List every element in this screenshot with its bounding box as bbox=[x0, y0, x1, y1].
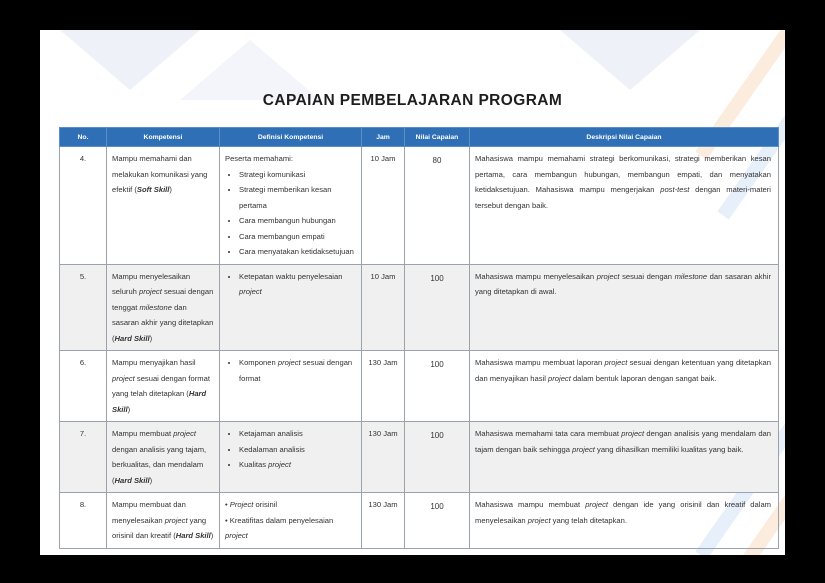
cell-no: 7. bbox=[60, 422, 107, 493]
text-segment: Cara menyatakan ketidaksetujuan bbox=[239, 247, 354, 256]
table-row bbox=[60, 422, 779, 493]
text-segment: dengan analisis yang mendalam dan tajam dengan baik sehingga bbox=[475, 429, 772, 454]
text-segment: project bbox=[139, 287, 162, 296]
text-segment: project bbox=[548, 373, 571, 383]
cell-nilai: 100 bbox=[405, 264, 470, 351]
table-body bbox=[60, 147, 779, 549]
cell-jam: 130 Jam bbox=[362, 493, 405, 549]
text-segment: sesuai dengan format bbox=[239, 358, 353, 383]
text-segment: Ketajaman analisis bbox=[239, 429, 303, 438]
list-item bbox=[239, 244, 356, 260]
text-segment: dengan ide yang orisinil dan kreatif dalam menyelesaikan bbox=[475, 500, 771, 525]
text-segment: dan sasaran akhir yang ditetapkan ( bbox=[112, 302, 214, 343]
text-segment: Mahasiswa memahami tata cara membuat bbox=[475, 429, 622, 438]
text-segment: Kreatifitas dalam penyelesaian bbox=[229, 515, 334, 525]
cell-jam: 10 Jam bbox=[362, 264, 405, 351]
text-segment: Mampu menyajikan hasil bbox=[112, 358, 196, 367]
list-item bbox=[239, 457, 356, 473]
definisi-list bbox=[225, 355, 356, 386]
cell-nilai: 100 bbox=[405, 493, 470, 549]
header-deskripsi: Deskripsi Nilai Capaian bbox=[470, 128, 779, 147]
definisi-list bbox=[225, 497, 356, 544]
cell-nilai: 100 bbox=[405, 422, 470, 493]
text-segment: milestone bbox=[139, 302, 172, 312]
cell-no: 8. bbox=[60, 493, 107, 549]
text-segment: Project bbox=[229, 500, 254, 509]
table-header-row bbox=[60, 128, 779, 147]
text-segment: project bbox=[596, 271, 620, 281]
list-item bbox=[239, 442, 356, 458]
text-segment: yang orisinil dan kreatif ( bbox=[112, 515, 207, 540]
list-item bbox=[239, 182, 356, 213]
cell-jam: 130 Jam bbox=[362, 422, 405, 493]
header-kompetensi: Kompetensi bbox=[107, 128, 220, 147]
text-segment: project bbox=[572, 444, 595, 454]
cell-no: 4. bbox=[60, 147, 107, 265]
cell-nilai: 80 bbox=[405, 147, 470, 265]
header-jam: Jam bbox=[362, 128, 405, 147]
text-segment: sesuai dengan bbox=[619, 271, 675, 281]
cell-kompetensi bbox=[107, 493, 220, 549]
text-segment: Ketepatan waktu penyelesaian bbox=[239, 271, 343, 281]
cell-deskripsi bbox=[470, 493, 779, 549]
text-segment: post-test bbox=[660, 185, 690, 194]
cell-definisi bbox=[220, 422, 362, 493]
text-segment: Mahasiswa mampu membuat laporan bbox=[475, 358, 605, 367]
text-segment: dengan materi-materi tersebut dengan baik. bbox=[475, 185, 771, 210]
text-segment: project bbox=[585, 500, 608, 509]
text-segment: project bbox=[225, 531, 248, 540]
cell-definisi bbox=[220, 493, 362, 549]
cell-no: 5. bbox=[60, 264, 107, 351]
cell-no: 6. bbox=[60, 351, 107, 422]
cell-definisi bbox=[220, 147, 362, 265]
competency-table bbox=[59, 127, 779, 549]
text-segment: Hard Skill bbox=[114, 475, 150, 485]
text-segment: sesuai dengan tenggat bbox=[112, 287, 214, 312]
cell-definisi bbox=[220, 264, 362, 351]
definisi-list bbox=[225, 167, 356, 260]
text-segment: project bbox=[173, 429, 196, 438]
definisi-list bbox=[225, 269, 356, 300]
text-segment: Mahasiswa mampu memahami strategi berkomunikasi, strategi memberikan kesan pertama, cara membangun hubungan, membangun empati, dan menyatakan ketidaksetujuan. Mahasiswa mampu mengerjakan bbox=[475, 154, 771, 194]
cell-kompetensi bbox=[107, 264, 220, 351]
text-segment: project bbox=[527, 515, 551, 525]
text-segment: Mampu menyelesaikan seluruh bbox=[112, 271, 191, 296]
table-row bbox=[60, 147, 779, 265]
text-segment: Kualitas bbox=[239, 460, 269, 469]
text-segment: project bbox=[268, 460, 291, 469]
text-segment: yang dihasilkan memiliki kualitas yang baik. bbox=[594, 444, 744, 454]
text-segment: Komponen bbox=[239, 358, 278, 367]
header-definisi: Definisi Kompetensi bbox=[220, 128, 362, 147]
cell-kompetensi bbox=[107, 351, 220, 422]
text-segment: Mampu membuat bbox=[112, 429, 174, 438]
text-segment: yang telah ditetapkan. bbox=[550, 515, 627, 525]
text-segment: Hard Skill bbox=[175, 531, 211, 540]
text-segment: Strategi komunikasi bbox=[239, 169, 306, 179]
document-page bbox=[40, 30, 785, 555]
table-row bbox=[60, 264, 779, 351]
cell-deskripsi bbox=[470, 147, 779, 265]
cell-kompetensi bbox=[107, 422, 220, 493]
text-segment: ) bbox=[127, 404, 131, 414]
list-item bbox=[239, 167, 356, 183]
cell-deskripsi bbox=[470, 422, 779, 493]
cell-kompetensi bbox=[107, 147, 220, 265]
text-segment: Strategi memberikan kesan pertama bbox=[239, 185, 332, 210]
text-segment: Cara membangun hubungan bbox=[239, 216, 336, 225]
text-segment: sesuai dengan format yang telah ditetapkan ( bbox=[112, 373, 210, 398]
cell-deskripsi bbox=[470, 351, 779, 422]
cell-nilai: 100 bbox=[405, 351, 470, 422]
cell-jam: 10 Jam bbox=[362, 147, 405, 265]
text-segment: project bbox=[164, 515, 188, 525]
text-segment: project bbox=[277, 358, 301, 367]
text-segment: Cara membangun empati bbox=[239, 231, 325, 241]
list-item: • Kreatifitas dalam penyelesaian project bbox=[225, 515, 334, 540]
cell-jam: 130 Jam bbox=[362, 351, 405, 422]
page-title: CAPAIAN PEMBELAJARAN PROGRAM bbox=[262, 92, 563, 109]
text-segment: project bbox=[621, 429, 645, 438]
text-segment: Soft Skill bbox=[136, 185, 170, 194]
list-item bbox=[239, 269, 356, 300]
text-segment: orisinil bbox=[253, 500, 278, 509]
text-segment: Hard Skill bbox=[114, 333, 150, 343]
text-segment: sesuai dengan ketentuan yang ditetapkan dan menyajikan hasil bbox=[475, 358, 771, 383]
cell-deskripsi bbox=[470, 264, 779, 351]
text-segment: dengan analisis yang tajam, berkualitas, dan mendalam ( bbox=[112, 444, 207, 485]
text-segment: ) bbox=[210, 531, 214, 540]
text-segment: dalam bentuk laporan dengan sangat baik. bbox=[570, 373, 717, 383]
list-item bbox=[239, 355, 356, 386]
text-segment: Mampu membuat dan menyelesaikan bbox=[112, 500, 186, 525]
text-segment: Mahasiswa mampu membuat bbox=[475, 500, 586, 509]
text-segment: project bbox=[112, 373, 135, 383]
text-segment: Mahasiswa mampu menyelesaikan bbox=[475, 271, 597, 281]
list-item bbox=[239, 426, 356, 442]
text-segment: Kedalaman analisis bbox=[239, 444, 305, 454]
cell-definisi bbox=[220, 351, 362, 422]
text-segment: milestone bbox=[674, 271, 708, 281]
text-segment: project bbox=[239, 287, 262, 296]
list-item: • Project orisinil bbox=[225, 500, 278, 509]
text-segment: Mampu memahami dan melakukan komunikasi yang efektif ( bbox=[112, 154, 208, 194]
text-segment: Hard Skill bbox=[112, 389, 207, 414]
text-segment: project bbox=[604, 358, 628, 367]
definisi-list bbox=[225, 426, 356, 473]
header-no: No. bbox=[60, 128, 107, 147]
text-segment: ) bbox=[149, 475, 153, 485]
table-row bbox=[60, 351, 779, 422]
text-segment: dan sasaran akhir yang ditetapkan di awal. bbox=[475, 271, 772, 296]
table-row bbox=[60, 493, 779, 549]
list-item bbox=[239, 229, 356, 245]
definisi-intro: Peserta memahami: bbox=[225, 154, 293, 163]
text-segment: ) bbox=[149, 333, 153, 343]
text-segment: ) bbox=[169, 185, 172, 194]
header-nilai: Nilai Capaian bbox=[405, 128, 470, 147]
list-item bbox=[239, 213, 356, 229]
